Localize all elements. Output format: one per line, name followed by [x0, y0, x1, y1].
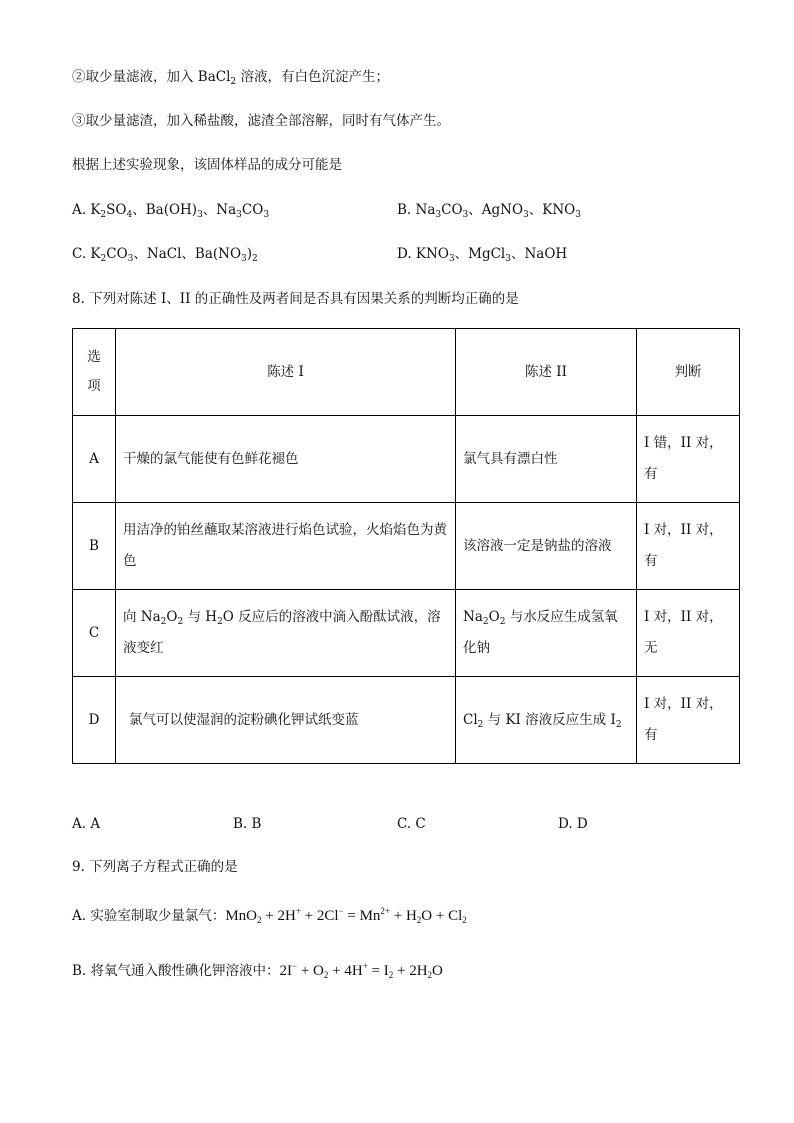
- statement-3: ③取少量滤渣，加入稀盐酸，滤渣全部溶解，同时有气体产生。: [72, 113, 450, 129]
- row-c-statement-1: 向 $Na_2O_2$ 与 $H_2O$ 反应后的溶液中滴入酚酞试液，溶液变红: [116, 590, 456, 677]
- row-d-statement-2: $Cl_2$ 与 KI 溶液反应生成 $I_2$: [456, 677, 637, 764]
- question-7-prompt: 根据上述实验现象，该固体样品的成分可能是: [72, 157, 342, 173]
- table-row: [73, 590, 740, 677]
- row-option-a: A: [73, 416, 116, 503]
- table-header-row: [73, 329, 740, 416]
- q8-answer-a[interactable]: A. A: [72, 816, 101, 832]
- question-9-stem: 9. 下列离子方程式正确的是: [72, 859, 238, 875]
- row-c-statement-2: $Na_2O_2$ 与水反应生成氢氧化钠: [456, 590, 637, 677]
- header-option: 选 项: [73, 329, 116, 416]
- row-option-c: C: [73, 590, 116, 677]
- q8-table: [72, 328, 740, 764]
- row-c-judgement: I 对，II 对， 无: [637, 590, 740, 677]
- q9-option-a[interactable]: [72, 907, 467, 925]
- row-a-judgement: I 错，II 对， 有: [637, 416, 740, 503]
- row-d-statement-1: 氯气可以使湿润的淀粉碘化钾试纸变蓝: [116, 677, 456, 764]
- q7-option-d[interactable]: D. $KNO_3$、MgCl$_3$、NaOH: [397, 246, 568, 264]
- row-d-judgement: I 对，II 对， 有: [637, 677, 740, 764]
- q9-option-b-equation: $2I^- + O_2 + 4H^+ = I_2 + 2H_2O$: [279, 961, 443, 980]
- question-8-stem: 8. 下列对陈述 I、II 的正确性及两者间是否具有因果关系的判断均正确的是: [72, 291, 519, 307]
- statement-2: ②取少量滤液，加入 BaCl$_2$ 溶液，有白色沉淀产生；: [72, 69, 389, 87]
- q9-option-b-label: B. 将氧气通入酸性碘化钾溶液中：: [72, 963, 280, 979]
- row-b-statement-1: 用洁净的铂丝蘸取某溶液进行焰色试验，火焰焰色为黄色: [116, 503, 456, 590]
- q9-option-a-equation: $MnO_2 + 2H^+ + 2Cl^- = Mn^{2+} + H_2O + Cl_2$: [225, 906, 467, 925]
- row-option-d: D: [73, 677, 116, 764]
- row-b-judgement: I 对，II 对， 有: [637, 503, 740, 590]
- table-row: [73, 677, 740, 764]
- row-a-statement-2: 氯气具有漂白性: [456, 416, 637, 503]
- table-row: [73, 416, 740, 503]
- q7-option-b[interactable]: B. $Na_3CO_3$、AgNO$_3$、$KNO_3$: [397, 202, 581, 220]
- table-row: [73, 503, 740, 590]
- row-a-statement-1: 干燥的氯气能使有色鲜花褪色: [116, 416, 456, 503]
- header-statement-2: 陈述 II: [456, 329, 637, 416]
- row-b-statement-2: 该溶液一定是钠盐的溶液: [456, 503, 637, 590]
- header-judgement: 判断: [637, 329, 740, 416]
- q8-answer-d[interactable]: D. D: [558, 816, 588, 832]
- q8-answer-b[interactable]: B. B: [233, 816, 262, 832]
- header-statement-1: 陈述 I: [116, 329, 456, 416]
- q9-option-b[interactable]: [72, 962, 443, 980]
- row-option-b: B: [73, 503, 116, 590]
- q8-answer-c[interactable]: C. C: [397, 816, 426, 832]
- q9-option-a-label: A. 实验室制取少量氯气：: [72, 908, 226, 924]
- q7-option-c[interactable]: C. $K_2CO_3$、NaCl、$Ba(NO_3)_2$: [72, 246, 258, 264]
- q7-option-a[interactable]: A. $K_2SO_4$、$Ba(OH)_3$、$Na_3CO_3$: [72, 202, 270, 220]
